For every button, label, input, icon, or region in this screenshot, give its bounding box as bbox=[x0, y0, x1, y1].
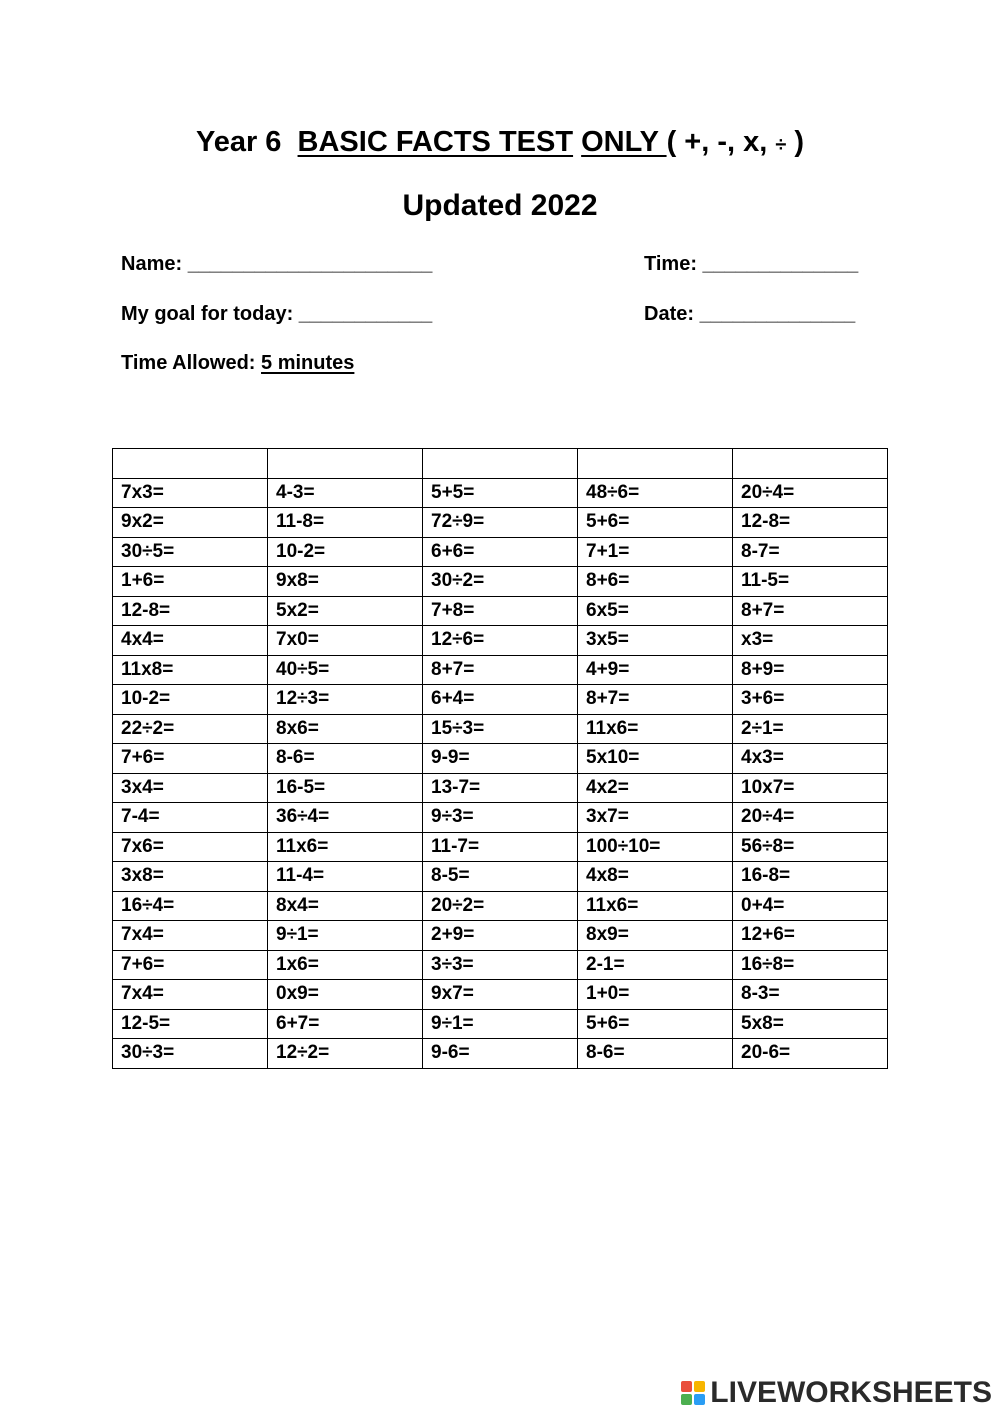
fact-cell[interactable]: 4-3= bbox=[268, 478, 423, 508]
worksheet-subtitle: Updated 2022 bbox=[402, 189, 598, 222]
fact-cell[interactable]: 2-1= bbox=[578, 950, 733, 980]
liveworksheets-brand bbox=[680, 1376, 992, 1410]
table-row bbox=[113, 891, 888, 921]
time-allowed-label: Time Allowed: bbox=[121, 352, 262, 374]
table-row bbox=[113, 537, 888, 567]
table-row bbox=[113, 1009, 888, 1039]
fact-cell[interactable]: 15÷3= bbox=[423, 714, 578, 744]
fact-cell[interactable]: 2÷1= bbox=[733, 714, 888, 744]
table-row bbox=[113, 744, 888, 774]
fact-cell[interactable]: 8-7= bbox=[733, 537, 888, 567]
fact-cell[interactable]: 7x3= bbox=[113, 478, 268, 508]
fact-cell[interactable]: 6+7= bbox=[268, 1009, 423, 1039]
fact-cell[interactable]: 8+7= bbox=[733, 596, 888, 626]
fact-cell[interactable]: 36÷4= bbox=[268, 803, 423, 833]
fact-cell[interactable]: 3+6= bbox=[733, 685, 888, 715]
table-row bbox=[113, 655, 888, 685]
fact-cell[interactable]: 0+4= bbox=[733, 891, 888, 921]
fact-cell[interactable]: 12-8= bbox=[113, 596, 268, 626]
fact-cell[interactable]: 8-6= bbox=[268, 744, 423, 774]
fact-cell[interactable]: 11x6= bbox=[578, 891, 733, 921]
fact-cell[interactable]: 7x0= bbox=[268, 626, 423, 656]
fact-cell[interactable]: 8+9= bbox=[733, 655, 888, 685]
fact-cell[interactable]: 22÷2= bbox=[113, 714, 268, 744]
fact-cell[interactable]: 11x6= bbox=[268, 832, 423, 862]
fact-cell[interactable]: 30÷5= bbox=[113, 537, 268, 567]
liveworksheets-logo-icon bbox=[680, 1380, 706, 1406]
fact-cell[interactable]: 30÷3= bbox=[113, 1039, 268, 1069]
fact-cell[interactable]: 9x2= bbox=[113, 508, 268, 538]
fact-cell[interactable]: 12-8= bbox=[733, 508, 888, 538]
fact-cell[interactable]: 6+4= bbox=[423, 685, 578, 715]
fact-cell[interactable]: 9-6= bbox=[423, 1039, 578, 1069]
fact-cell[interactable]: 16-5= bbox=[268, 773, 423, 803]
fact-cell[interactable]: 7-4= bbox=[113, 803, 268, 833]
title-ops: ( +, -, x, bbox=[666, 126, 776, 158]
fact-cell[interactable]: 2+9= bbox=[423, 921, 578, 951]
liveworksheets-wordmark: LIVEWORKSHEETS bbox=[710, 1376, 992, 1409]
table-row bbox=[113, 862, 888, 892]
fact-cell[interactable]: 11-8= bbox=[268, 508, 423, 538]
fact-cell[interactable]: 5x2= bbox=[268, 596, 423, 626]
table-row bbox=[113, 773, 888, 803]
facts-table bbox=[112, 448, 888, 1069]
fact-cell[interactable]: 6x5= bbox=[578, 596, 733, 626]
fact-cell[interactable]: 4x2= bbox=[578, 773, 733, 803]
fact-cell[interactable]: 5+6= bbox=[578, 508, 733, 538]
table-row bbox=[113, 596, 888, 626]
fact-cell[interactable]: 7+1= bbox=[578, 537, 733, 567]
table-row bbox=[113, 508, 888, 538]
fact-cell[interactable]: 8-3= bbox=[733, 980, 888, 1010]
fact-cell[interactable]: 9÷3= bbox=[423, 803, 578, 833]
header-cell bbox=[423, 449, 578, 479]
fact-cell[interactable]: 4x8= bbox=[578, 862, 733, 892]
fact-cell[interactable]: 9÷1= bbox=[423, 1009, 578, 1039]
time-allowed bbox=[121, 350, 354, 376]
fact-cell[interactable]: 11x8= bbox=[113, 655, 268, 685]
fact-cell[interactable]: 16-8= bbox=[733, 862, 888, 892]
table-row bbox=[113, 685, 888, 715]
header-cell bbox=[268, 449, 423, 479]
date-field[interactable]: Date: ______________ bbox=[644, 303, 856, 325]
fact-cell[interactable]: 12÷3= bbox=[268, 685, 423, 715]
fact-cell[interactable]: 3x4= bbox=[113, 773, 268, 803]
name-field[interactable]: Name: ______________________ bbox=[121, 253, 433, 275]
fact-cell[interactable]: 8+6= bbox=[578, 567, 733, 597]
fact-cell[interactable]: 11-4= bbox=[268, 862, 423, 892]
title-only: ONLY bbox=[581, 126, 667, 158]
fact-cell[interactable]: 11x6= bbox=[578, 714, 733, 744]
fact-cell[interactable]: 12÷6= bbox=[423, 626, 578, 656]
table-row bbox=[113, 921, 888, 951]
fact-cell[interactable]: 12-5= bbox=[113, 1009, 268, 1039]
fact-cell[interactable]: 3x7= bbox=[578, 803, 733, 833]
fact-cell[interactable]: 3x8= bbox=[113, 862, 268, 892]
fact-cell[interactable]: 11-7= bbox=[423, 832, 578, 862]
fact-cell[interactable]: 1x6= bbox=[268, 950, 423, 980]
time-allowed-value: 5 minutes bbox=[261, 352, 355, 374]
table-header-row bbox=[113, 449, 888, 479]
fact-cell[interactable]: 7x6= bbox=[113, 832, 268, 862]
fact-cell[interactable]: 6+6= bbox=[423, 537, 578, 567]
fact-cell[interactable]: 3÷3= bbox=[423, 950, 578, 980]
table-row bbox=[113, 626, 888, 656]
fact-cell[interactable]: 9x7= bbox=[423, 980, 578, 1010]
table-row bbox=[113, 478, 888, 508]
fact-cell[interactable]: 7+6= bbox=[113, 744, 268, 774]
fact-cell[interactable]: 5+6= bbox=[578, 1009, 733, 1039]
table-row bbox=[113, 714, 888, 744]
fact-cell[interactable]: 7x4= bbox=[113, 980, 268, 1010]
header-cell bbox=[733, 449, 888, 479]
fact-cell[interactable]: 9÷1= bbox=[268, 921, 423, 951]
fact-cell[interactable]: 0x9= bbox=[268, 980, 423, 1010]
fact-cell[interactable]: 16÷8= bbox=[733, 950, 888, 980]
fact-cell[interactable]: 8+7= bbox=[423, 655, 578, 685]
fact-cell[interactable]: 7+8= bbox=[423, 596, 578, 626]
fact-cell[interactable]: 12÷2= bbox=[268, 1039, 423, 1069]
fact-cell[interactable]: 20-6= bbox=[733, 1039, 888, 1069]
fact-cell[interactable]: 13-7= bbox=[423, 773, 578, 803]
fact-cell[interactable]: 7x4= bbox=[113, 921, 268, 951]
fact-cell[interactable]: 4x3= bbox=[733, 744, 888, 774]
table-row bbox=[113, 832, 888, 862]
fact-cell[interactable]: 20÷2= bbox=[423, 891, 578, 921]
title-div-symbol: ÷ bbox=[775, 134, 787, 156]
fact-cell[interactable]: 9x8= bbox=[268, 567, 423, 597]
fact-cell[interactable]: 12+6= bbox=[733, 921, 888, 951]
header-cell bbox=[578, 449, 733, 479]
fact-cell[interactable]: 10-2= bbox=[268, 537, 423, 567]
fact-cell[interactable]: x3= bbox=[733, 626, 888, 656]
time-field[interactable]: Time: ______________ bbox=[644, 253, 859, 275]
fact-cell[interactable]: 10-2= bbox=[113, 685, 268, 715]
fact-cell[interactable]: 11-5= bbox=[733, 567, 888, 597]
fact-cell[interactable]: 48÷6= bbox=[578, 478, 733, 508]
fact-cell[interactable]: 8+7= bbox=[578, 685, 733, 715]
fact-cell[interactable]: 8x4= bbox=[268, 891, 423, 921]
fact-cell[interactable]: 20÷4= bbox=[733, 478, 888, 508]
fact-cell[interactable]: 7+6= bbox=[113, 950, 268, 980]
table-row bbox=[113, 1039, 888, 1069]
fact-cell[interactable]: 5x8= bbox=[733, 1009, 888, 1039]
fact-cell[interactable]: 4+9= bbox=[578, 655, 733, 685]
fact-cell[interactable]: 8x6= bbox=[268, 714, 423, 744]
fact-cell[interactable]: 16÷4= bbox=[113, 891, 268, 921]
fact-cell[interactable]: 1+6= bbox=[113, 567, 268, 597]
table-row bbox=[113, 803, 888, 833]
fact-cell[interactable]: 5+5= bbox=[423, 478, 578, 508]
header-cell bbox=[113, 449, 268, 479]
goal-field[interactable]: My goal for today: ____________ bbox=[121, 303, 433, 325]
fact-cell[interactable]: 8-5= bbox=[423, 862, 578, 892]
table-row bbox=[113, 950, 888, 980]
fact-cell[interactable]: 8-6= bbox=[578, 1039, 733, 1069]
fact-cell[interactable]: 30÷2= bbox=[423, 567, 578, 597]
title-close: ) bbox=[786, 126, 805, 158]
fact-cell[interactable]: 1+0= bbox=[578, 980, 733, 1010]
fact-cell[interactable]: 40÷5= bbox=[268, 655, 423, 685]
worksheet-title bbox=[0, 122, 1000, 165]
fact-cell[interactable]: 72÷9= bbox=[423, 508, 578, 538]
fact-cell[interactable]: 4x4= bbox=[113, 626, 268, 656]
fact-cell[interactable]: 100÷10= bbox=[578, 832, 733, 862]
title-prefix: Year 6 bbox=[195, 126, 298, 158]
table-row bbox=[113, 980, 888, 1010]
fact-cell[interactable]: 8x9= bbox=[578, 921, 733, 951]
fact-cell[interactable]: 5x10= bbox=[578, 744, 733, 774]
title-main: BASIC FACTS TEST bbox=[297, 126, 574, 158]
table-row bbox=[113, 567, 888, 597]
fact-cell[interactable]: 9-9= bbox=[423, 744, 578, 774]
fact-cell[interactable]: 3x5= bbox=[578, 626, 733, 656]
fact-cell[interactable]: 56÷8= bbox=[733, 832, 888, 862]
fact-cell[interactable]: 20÷4= bbox=[733, 803, 888, 833]
fact-cell[interactable]: 10x7= bbox=[733, 773, 888, 803]
